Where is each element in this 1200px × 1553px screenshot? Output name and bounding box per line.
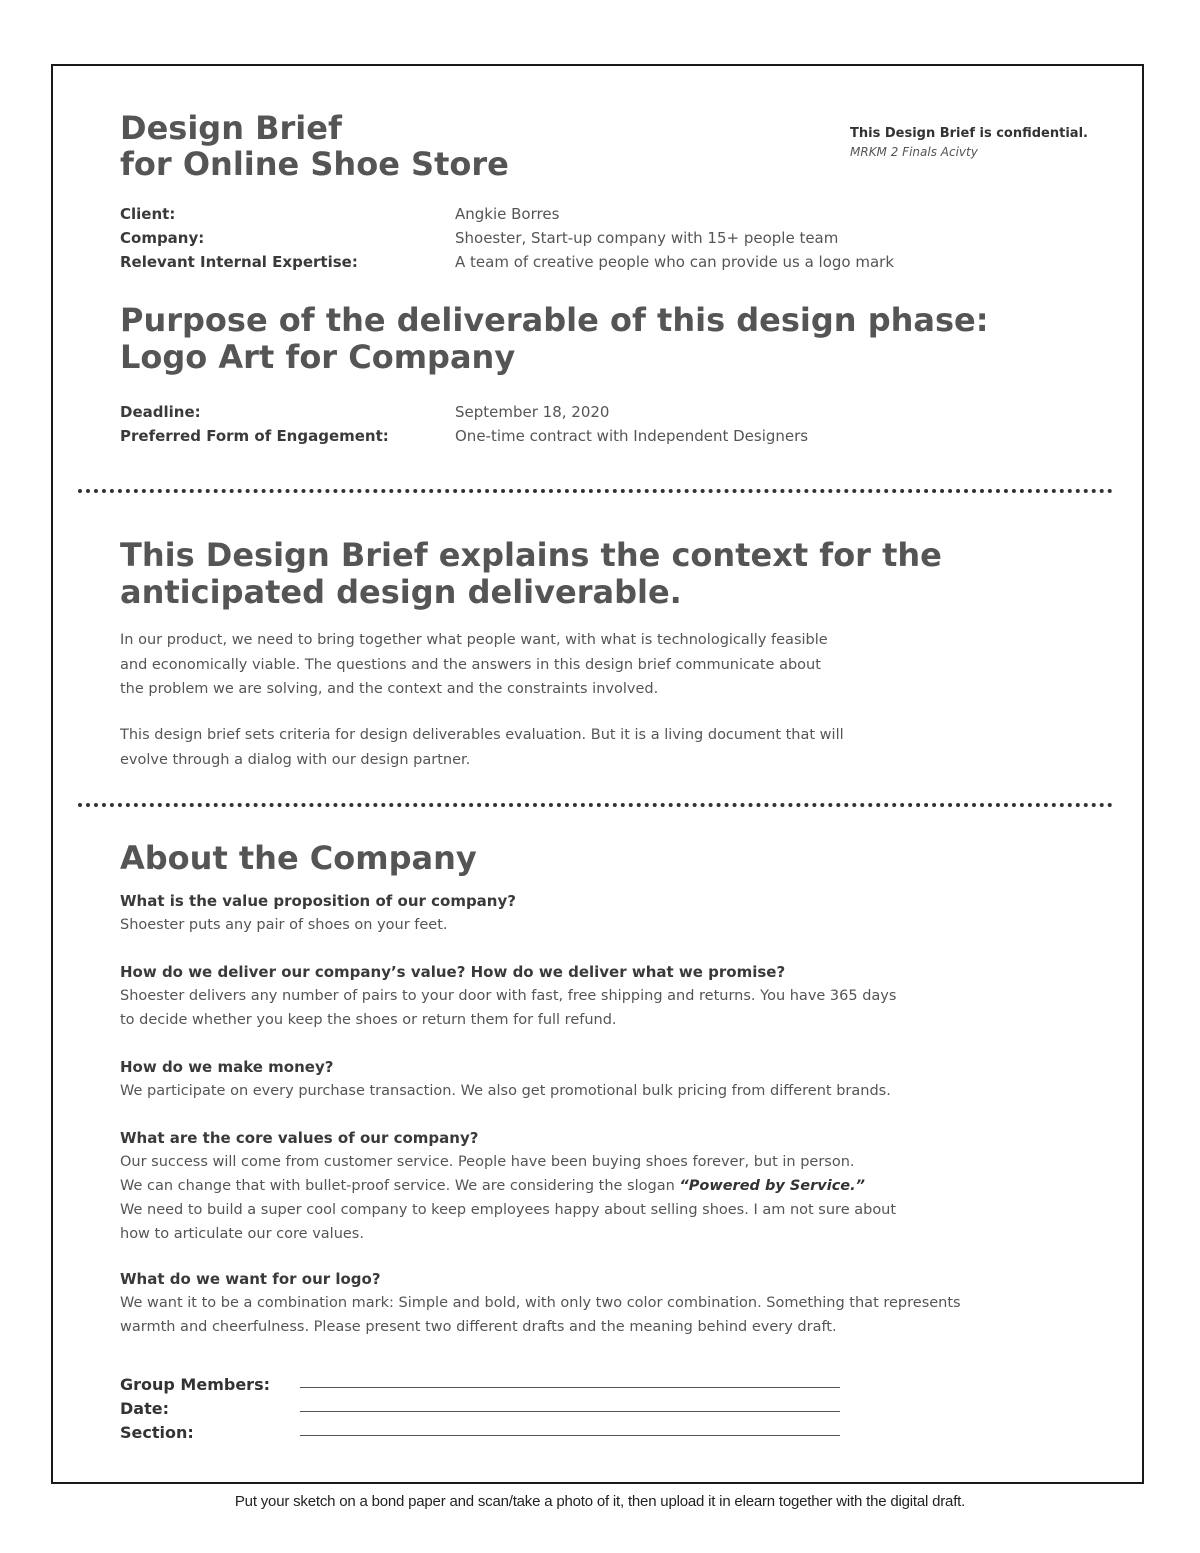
date-line	[300, 1397, 840, 1412]
question: What are the core values of our company?	[120, 1129, 479, 1147]
expertise-label: Relevant Internal Expertise:	[120, 253, 358, 271]
expertise-row	[120, 250, 894, 274]
purpose-heading	[120, 302, 989, 376]
answer-line: warmth and cheerfulness. Please present two different drafts and the meaning behind every draft.	[120, 1319, 837, 1335]
confidential-label: This Design Brief is confidential.	[850, 126, 1088, 141]
answer-line: We want it to be a combination mark: Simple and bold, with only two color combination. Something that represents	[120, 1295, 961, 1311]
deadline-row	[120, 400, 808, 424]
section-label: Section:	[120, 1423, 194, 1442]
context-paragraph-1	[120, 628, 1020, 702]
activity-label: MRKM 2 Finals Acivty	[850, 145, 978, 159]
qa-logo	[120, 1267, 1060, 1339]
company-value: Shoester, Start-up company with 15+ people team	[455, 229, 839, 247]
client-row	[120, 202, 894, 226]
text-line: In our product, we need to bring together what people want, with what is technologically feasible	[120, 632, 828, 648]
qa-deliver-value	[120, 960, 1060, 1032]
section-line	[300, 1421, 840, 1436]
qa-core-values	[120, 1126, 1060, 1246]
question: What is the value proposition of our company?	[120, 892, 516, 910]
answer-line: how to articulate our core values.	[120, 1226, 364, 1242]
answer-line: Shoester delivers any number of pairs to your door with fast, free shipping and returns. You have 365 days	[120, 988, 897, 1004]
text-line: the problem we are solving, and the context and the constraints involved.	[120, 681, 659, 697]
answer-line: We participate on every purchase transaction. We also get promotional bulk pricing from different brands.	[120, 1083, 891, 1099]
answer-line: Our success will come from customer service. People have been buying shoes forever, but in person.	[120, 1154, 855, 1170]
company-row	[120, 226, 894, 250]
client-label: Client:	[120, 205, 176, 223]
client-info	[120, 202, 894, 274]
document-title	[120, 110, 509, 182]
dotted-divider	[78, 803, 1113, 807]
purpose-line-2: Logo Art for Company	[120, 338, 516, 376]
answer-line: Shoester puts any pair of shoes on your feet.	[120, 917, 448, 933]
about-heading: About the Company	[120, 839, 477, 877]
footer-instruction: Put your sketch on a bond paper and scan/take a photo of it, then upload it in elearn together with the digital draft.	[234, 1493, 966, 1510]
purpose-line-1: Purpose of the deliverable of this design phase:	[120, 301, 989, 339]
engagement-row	[120, 424, 808, 448]
section-row	[120, 1421, 840, 1445]
text-line: This design brief sets criteria for design deliverables evaluation. But it is a living document that will	[120, 727, 844, 743]
date-label: Date:	[120, 1399, 169, 1418]
text-line: evolve through a dialog with our design partner.	[120, 751, 471, 768]
text-line: and economically viable. The questions and the answers in this design brief communicate about	[120, 656, 821, 673]
question: How do we make money?	[120, 1058, 334, 1076]
title-line-2: for Online Shoe Store	[120, 145, 509, 183]
expertise-value: A team of creative people who can provide us a logo mark	[455, 253, 895, 271]
context-paragraph-2	[120, 723, 1020, 772]
date-row	[120, 1397, 840, 1421]
context-heading-line-1: This Design Brief explains the context for the	[120, 536, 942, 574]
confidential-note	[850, 125, 1150, 161]
company-label: Company:	[120, 229, 205, 247]
question: What do we want for our logo?	[120, 1270, 381, 1288]
context-heading-line-2: anticipated design deliverable.	[120, 573, 682, 611]
slogan: “Powered by Service.”	[679, 1178, 865, 1194]
dotted-divider	[78, 489, 1113, 493]
client-value: Angkie Borres	[455, 205, 560, 223]
answer-line	[120, 1174, 1060, 1198]
qa-value-proposition	[120, 889, 1060, 937]
group-members-line	[300, 1373, 840, 1388]
members-row	[120, 1373, 840, 1397]
deadline-label: Deadline:	[120, 403, 201, 421]
answer-line: to decide whether you keep the shoes or return them for full refund.	[120, 1012, 617, 1028]
engagement-value: One-time contract with Independent Designers	[455, 427, 809, 445]
question: How do we deliver our company’s value? How do we deliver what we promise?	[120, 963, 786, 981]
context-heading	[120, 537, 942, 611]
answer-line: We need to build a super cool company to keep employees happy about selling shoes. I am not sure about	[120, 1202, 897, 1218]
qa-make-money	[120, 1055, 1060, 1103]
engagement-label: Preferred Form of Engagement:	[120, 427, 389, 445]
deadline-value: September 18, 2020	[455, 403, 610, 421]
engagement-info	[120, 400, 808, 448]
title-line-1: Design Brief	[120, 109, 342, 147]
answer-text: We can change that with bullet-proof service. We are considering the slogan	[120, 1178, 680, 1194]
group-members-label: Group Members:	[120, 1375, 270, 1394]
signature-block	[120, 1373, 840, 1445]
